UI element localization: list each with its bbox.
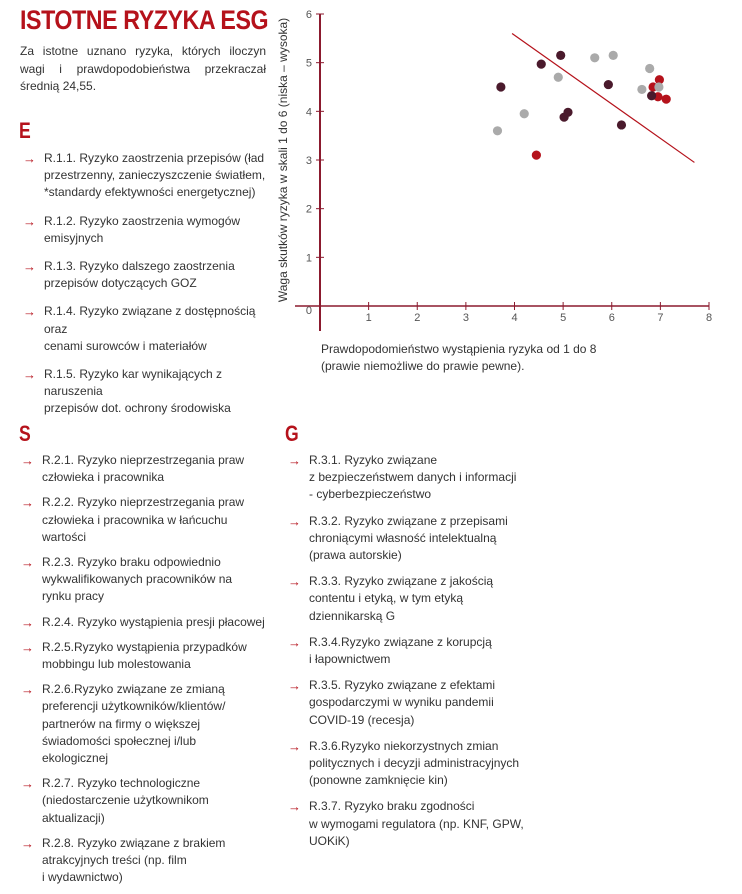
data-point-e bbox=[532, 151, 541, 160]
arrow-right-icon: → bbox=[288, 799, 301, 815]
arrow-right-icon: → bbox=[23, 367, 36, 383]
risk-item-text: R.1.5. Ryzyko kar wynikających z naruszenia przepisów dot. ochrony środowiska bbox=[44, 367, 231, 416]
x-axis-label-line1: Prawdopodomieństwo wystąpienia ryzyka od 1 do 8 bbox=[321, 342, 597, 356]
y-tick-label: 6 bbox=[305, 9, 312, 21]
risk-item-text: R.2.4. Ryzyko wystąpienia presji płacowej bbox=[42, 614, 265, 629]
risk-item bbox=[288, 634, 548, 668]
x-tick-label: 3 bbox=[462, 312, 469, 324]
risk-item-text: R.3.2. Ryzyko związane z przepisami chroniącymi własność intelektualną (prawa autorskie) bbox=[309, 513, 508, 563]
data-point-s bbox=[645, 64, 654, 73]
risk-item bbox=[288, 677, 548, 729]
intro-text: Za istotne uznano ryzyka, których iloczyn wagi i prawdopodobieństwa przekraczał średnią 24,55. bbox=[20, 44, 266, 93]
data-point-g bbox=[563, 108, 572, 117]
arrow-right-icon: → bbox=[288, 574, 301, 590]
y-tick-label: 4 bbox=[305, 106, 312, 119]
risk-item-text: R.1.4. Ryzyko związane z dostępnością oraz cenami surowców i materiałów bbox=[44, 304, 256, 353]
risk-scatter-chart bbox=[0, 0, 742, 345]
arrow-right-icon: → bbox=[21, 835, 34, 851]
arrow-right-icon: → bbox=[288, 678, 301, 694]
arrow-right-icon: → bbox=[21, 555, 34, 571]
data-point-s bbox=[554, 73, 563, 82]
data-point-g bbox=[647, 91, 656, 100]
section-heading-s: S bbox=[19, 421, 31, 446]
arrow-right-icon: → bbox=[23, 213, 36, 229]
risk-item bbox=[288, 513, 548, 565]
x-tick-label: 5 bbox=[560, 312, 567, 324]
arrow-right-icon: → bbox=[21, 495, 34, 511]
risk-item-text: R.2.8. Ryzyko związane z brakiem atrakcyjnych treści (np. film i wydawnictwo) bbox=[42, 835, 226, 885]
section-heading-g: G bbox=[285, 421, 299, 446]
risk-list-g bbox=[288, 452, 548, 859]
data-point-g bbox=[604, 80, 613, 89]
x-tick-label: 2 bbox=[414, 312, 421, 324]
risk-item-text: R.2.1. Ryzyko nieprzestrzegania praw człowieka i pracownika bbox=[42, 453, 245, 485]
risk-item bbox=[21, 614, 276, 631]
arrow-right-icon: → bbox=[288, 453, 301, 468]
risk-item-text: R.3.3. Ryzyko związane z jakością contentu i etyką, w tym etyką dziennikarską G bbox=[309, 574, 494, 623]
risk-item bbox=[21, 681, 276, 767]
risk-item-text: R.2.5.Ryzyko wystąpienia przypadków mobbingu lub molestowania bbox=[42, 639, 247, 672]
scatter-plot bbox=[0, 0, 742, 340]
risk-item bbox=[23, 366, 278, 418]
arrow-right-icon: → bbox=[21, 682, 34, 698]
risk-item bbox=[21, 639, 276, 673]
risk-item-text: R.3.7. Ryzyko braku zgodności w wymogami regulatora (np. KNF, GPW, UOKiK) bbox=[309, 799, 524, 848]
arrow-right-icon: → bbox=[21, 776, 34, 792]
arrow-right-icon: → bbox=[23, 151, 36, 166]
risk-item bbox=[21, 452, 276, 486]
risk-item-text: R.2.3. Ryzyko braku odpowiednio wykwalifikowanych pracowników na rynku pracy bbox=[42, 555, 233, 604]
data-point-s bbox=[493, 126, 502, 135]
risk-item-text: R.3.4.Ryzyko związane z korupcją i łapownictwem bbox=[309, 634, 492, 667]
risk-item bbox=[288, 738, 548, 790]
data-point-g bbox=[617, 120, 626, 129]
arrow-right-icon: → bbox=[23, 304, 36, 320]
data-point-s bbox=[520, 109, 529, 118]
arrow-right-icon: → bbox=[21, 453, 34, 468]
data-point-s bbox=[637, 85, 646, 94]
data-point-e bbox=[662, 95, 671, 104]
y-axis-label: Waga skutków ryzyka w skali 1 do 6 (niska – wysoka) bbox=[276, 17, 290, 303]
x-axis-label-line2: (prawie niemożliwe do prawie pewne). bbox=[321, 359, 525, 373]
x-tick-label: 4 bbox=[511, 312, 518, 324]
arrow-right-icon: → bbox=[23, 259, 36, 275]
x-tick-label: 8 bbox=[705, 312, 713, 324]
y-tick-label: 0 bbox=[305, 305, 312, 317]
arrow-right-icon: → bbox=[21, 614, 34, 630]
arrow-right-icon: → bbox=[288, 634, 301, 650]
risk-item bbox=[21, 554, 276, 606]
risk-item-text: R.2.7. Ryzyko technologiczne (niedostarczenie użytkownikom aktualizacji) bbox=[42, 776, 209, 825]
risk-item-text: R.2.6.Ryzyko związane ze zmianą preferencji użytkowników/klientów/ partnerów na firmy o większej świadomości społecznej i/lub ekologicznej bbox=[42, 682, 226, 766]
data-point-g bbox=[496, 82, 505, 91]
risk-item-text: R.1.2. Ryzyko zaostrzenia wymogów emisyjnych bbox=[44, 213, 241, 245]
data-point-g bbox=[556, 51, 565, 60]
x-tick-label: 1 bbox=[365, 312, 372, 324]
y-tick-label: 1 bbox=[305, 252, 312, 265]
arrow-right-icon: → bbox=[21, 639, 34, 655]
y-tick-label: 3 bbox=[305, 155, 312, 167]
y-tick-label: 5 bbox=[305, 57, 312, 70]
arrow-right-icon: → bbox=[288, 513, 301, 529]
risk-item-text: R.1.3. Ryzyko dalszego zaostrzenia przepisów dotyczących GOZ bbox=[44, 259, 235, 291]
risk-item-text: R.2.2. Ryzyko nieprzestrzegania praw człowieka i pracownika w łańcuchu wartości bbox=[42, 495, 245, 544]
risk-list-s bbox=[21, 452, 276, 894]
arrow-right-icon: → bbox=[288, 738, 301, 754]
x-tick-label: 7 bbox=[657, 312, 664, 324]
risk-item-text: R.3.5. Ryzyko związane z efektami gospodarczymi w wyniku pandemii COVID-19 (recesja) bbox=[309, 678, 496, 727]
risk-item bbox=[21, 494, 276, 546]
section-heading-e: E bbox=[19, 118, 31, 143]
x-tick-label: 6 bbox=[608, 312, 615, 324]
risk-item bbox=[21, 835, 276, 887]
data-point-g bbox=[537, 60, 546, 69]
risk-item bbox=[21, 775, 276, 827]
data-point-s bbox=[590, 53, 599, 62]
risk-item-text: R.3.6.Ryzyko niekorzystnych zmian politycznych i decyzji administracyjnych (ponowne zamknięcie kin) bbox=[309, 738, 520, 788]
risk-item bbox=[288, 452, 548, 504]
data-point-s bbox=[654, 82, 663, 91]
risk-item bbox=[288, 798, 548, 850]
x-axis-label bbox=[321, 341, 621, 375]
y-tick-label: 2 bbox=[305, 203, 312, 216]
risk-item-text: R.3.1. Ryzyko związane z bezpieczeństwem danych i informacji - cyberbezpieczeństwo bbox=[309, 453, 517, 502]
risk-item-text: R.1.1. Ryzyko zaostrzenia przepisów (ład przestrzenny, zanieczyszczenie światłem, *standardy efektywności energetycznej) bbox=[44, 151, 266, 200]
data-point-s bbox=[609, 51, 618, 60]
page-title: ISTOTNE RYZYKA ESG bbox=[20, 5, 269, 35]
risk-item bbox=[288, 573, 548, 625]
